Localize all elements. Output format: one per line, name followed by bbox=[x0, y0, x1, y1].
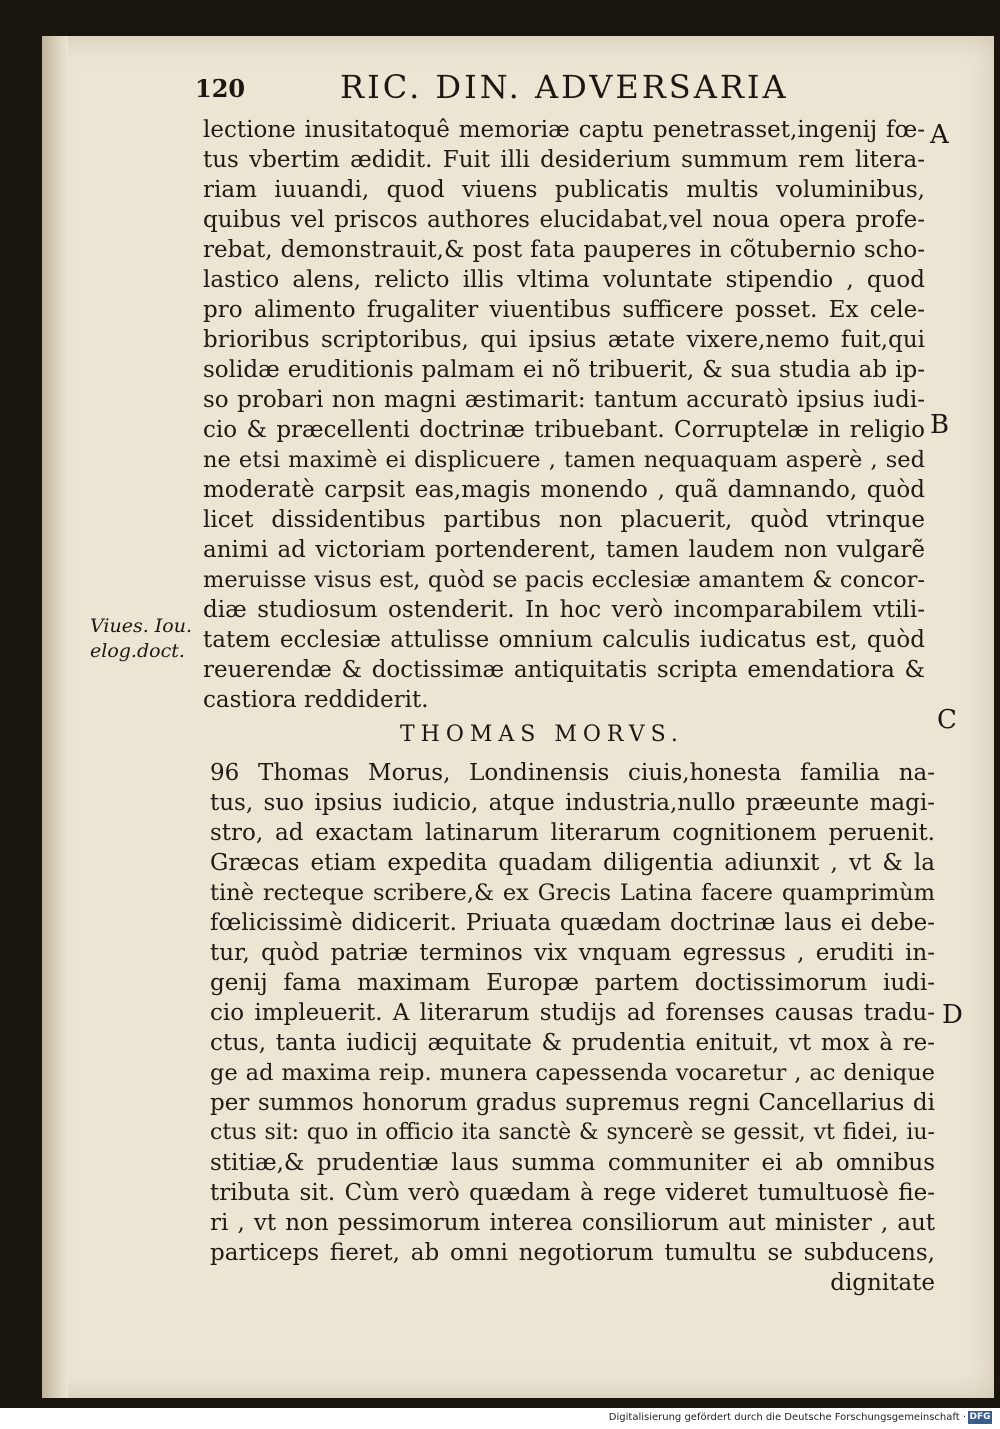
section-letter-c: C bbox=[937, 705, 957, 735]
catchword: dignitate bbox=[830, 1270, 935, 1296]
running-head: RIC. DIN. ADVERSARIA bbox=[340, 68, 789, 106]
text-line: ri , vt non pessimorum interea consiliorum aut minister , aut bbox=[210, 1210, 935, 1236]
text-line: so probari non magni æstimarit: tantum accuratò ipsius iudi- bbox=[203, 387, 925, 413]
section-heading: THOMAS MORVS. bbox=[400, 722, 684, 747]
section-letter-d: D bbox=[942, 1000, 963, 1030]
text-block-previous-entry bbox=[203, 115, 925, 715]
text-line: tatem ecclesiæ attulisse omnium calculis iudicatus est, quòd bbox=[203, 627, 925, 653]
text-line: tus, suo ipsius iudicio, atque industria,nullo præeunte magi- bbox=[210, 790, 935, 816]
text-line: genij fama maximam Europæ partem doctissimorum iudi- bbox=[210, 970, 935, 996]
text-line: tus vbertim ædidit. Fuit illi desiderium summum rem litera- bbox=[203, 147, 925, 173]
section-letter-a: A bbox=[930, 120, 949, 150]
text-line: ctus, tanta iudicij æquitate & prudentia enituit, vt mox à re- bbox=[210, 1030, 935, 1056]
text-line: solidæ eruditionis palmam ei nõ tribuerit, & sua studia ab ip- bbox=[203, 357, 925, 383]
page-gutter bbox=[42, 36, 68, 1398]
text-line: Græcas etiam expedita quadam diligentia adiunxit , vt & la bbox=[210, 850, 935, 876]
text-line: riam iuuandi, quod viuens publicatis multis voluminibus, bbox=[203, 177, 925, 203]
text-line: lectione inusitatoquê memoriæ captu penetrasset,ingenij fœ- bbox=[203, 117, 925, 143]
funding-credit: Digitalisierung gefördert durch die Deutsche Forschungsgemeinschaft · bbox=[608, 1412, 966, 1423]
text-line: brioribus scriptoribus, qui ipsius ætate vixere,nemo fuit,qui bbox=[203, 327, 925, 353]
text-line: licet dissidentibus partibus non placuerit, quòd vtrinque bbox=[203, 507, 925, 533]
text-line: per summos honorum gradus supremus regni Cancellarius di bbox=[210, 1090, 935, 1116]
section-letter-b: B bbox=[930, 410, 950, 440]
text-line: castiora reddiderit. bbox=[203, 687, 429, 713]
text-line: 96 Thomas Morus, Londinensis ciuis,honesta familia na- bbox=[210, 760, 935, 786]
text-block-thomas-morus bbox=[210, 758, 935, 1298]
text-line: tinè recteque scribere,& ex Grecis Latina facere quamprimùm bbox=[210, 880, 935, 906]
text-line: pro alimento frugaliter viuentibus sufficere posset. Ex cele- bbox=[203, 297, 925, 323]
text-line: animi ad victoriam portenderent, tamen laudem non vulgarẽ bbox=[203, 537, 925, 563]
text-line: quibus vel priscos authores elucidabat,vel noua opera profe- bbox=[203, 207, 925, 233]
text-line: tributa sit. Cùm verò quædam à rege videret tumultuosè fie- bbox=[210, 1180, 935, 1206]
marginal-note-line: elog.doct. bbox=[90, 640, 185, 662]
text-line: stitiæ,& prudentiæ laus summa communiter ei ab omnibus bbox=[210, 1150, 935, 1176]
text-line: ctus sit: quo in officio ita sanctè & syncerè se gessit, vt fidei, iu- bbox=[210, 1120, 935, 1145]
text-line: rebat, demonstrauit,& post fata pauperes in cõtubernio scho- bbox=[203, 237, 925, 263]
marginal-note-line: Viues. Iou. bbox=[90, 615, 192, 637]
text-line: lastico alens, relicto illis vltima voluntate stipendio , quod bbox=[203, 267, 925, 293]
text-line: diæ studiosum ostenderit. In hoc verò incomparabilem vtili- bbox=[203, 597, 925, 623]
text-line: cio impleuerit. A literarum studijs ad forenses causas tradu- bbox=[210, 1000, 935, 1026]
text-line: tur, quòd patriæ terminos vix vnquam egressus , eruditi in- bbox=[210, 940, 935, 966]
text-line: particeps fieret, ab omni negotiorum tumultu se subducens, bbox=[210, 1240, 935, 1266]
text-line: reuerendæ & doctissimæ antiquitatis scripta emendatiora & bbox=[203, 657, 925, 683]
text-line: fœlicissimè didicerit. Priuata quædam doctrinæ laus ei debe- bbox=[210, 910, 935, 936]
text-line: cio & præcellenti doctrinæ tribuebant. Corruptelæ in religio bbox=[203, 417, 925, 443]
text-line: meruisse visus est, quòd se pacis ecclesiæ amantem & concor- bbox=[203, 567, 925, 593]
text-line: stro, ad exactam latinarum literarum cognitionem peruenit. bbox=[210, 820, 935, 846]
marginal-note bbox=[90, 614, 192, 664]
page-number: 120 bbox=[195, 74, 246, 103]
dfg-logo: DFG bbox=[969, 1412, 991, 1422]
text-line: ge ad maxima reip. munera capessenda vocaretur , ac denique bbox=[210, 1060, 935, 1086]
text-line: moderatè carpsit eas,magis monendo , quã damnando, quòd bbox=[203, 477, 925, 503]
text-line: ne etsi maximè ei displicuere , tamen nequaquam asperè , sed bbox=[203, 447, 925, 473]
